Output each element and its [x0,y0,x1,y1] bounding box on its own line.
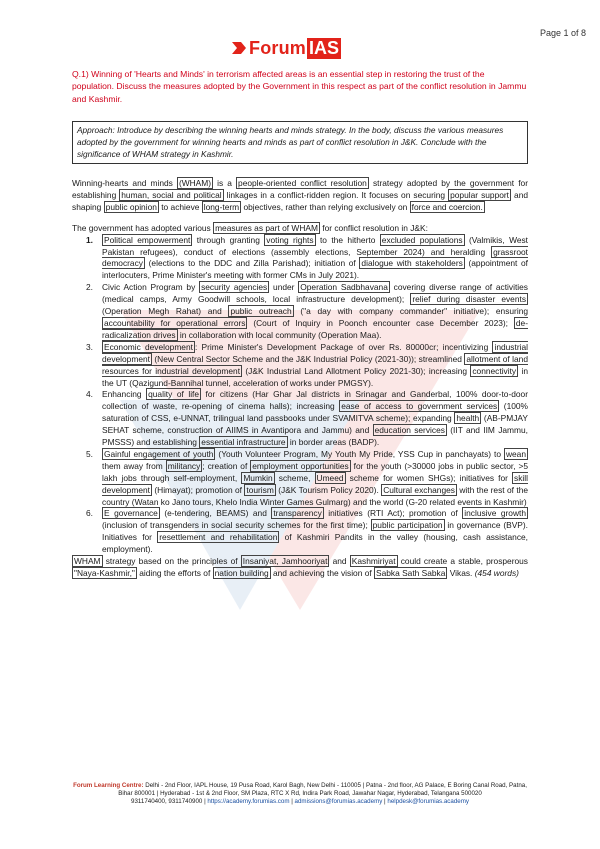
text-span: (Himayat); promotion of [151,484,245,495]
text-span: (inclusion of transgenders in social security schemes for the first time); [102,520,371,531]
keyword: public outreach [230,306,292,317]
keyword: Sabka Sath Sabka [376,568,446,578]
text-span: (e-tendering, BEAMS) and [159,508,272,519]
list-item [72,342,528,390]
list-item [72,389,528,449]
text-span: Vikas. [447,568,475,578]
text-span: The government has adopted various [72,222,214,233]
keyword: public opinion [105,201,157,212]
keyword: inclusive growth [464,508,526,519]
list-number: 6. [86,508,93,519]
keyword: employment opportunities [252,460,349,471]
keyword: skill development [102,472,528,495]
text-span: objectives, rather than relying exclusively on [241,201,410,212]
text-span: (appointment of interlocuters, Prime Minister's meeting with former CMs in July 2021). [102,258,528,281]
list-number: 3. [86,341,93,352]
list-item [72,449,528,509]
text-span: (Operation Megh Rahat) and [102,306,229,317]
keyword: force and coercion. [411,201,483,212]
text-span: to achieve [158,201,202,212]
text-span: strategy based on the principles of [102,556,241,567]
list-number: 4. [86,389,93,400]
text-span: aiding the efforts of [136,568,213,578]
list-number: 1. [86,234,93,245]
keyword: industrial development [102,341,528,364]
text-span: in collaboration with local community (Operation Maa). [177,329,382,340]
keyword: popular support [450,189,509,200]
keyword: grassroot democracy [102,246,528,269]
text-span: through granting [192,234,265,245]
keyword: public participation [372,520,443,531]
text-span: covering diverse range of activities (medical camps, Army Goodwill schools, local infrastructure development); [102,282,528,305]
text-span: of Kashmiri Pandits in the valley (housing, cash assistance, employment). [102,532,528,555]
text-span: (IIT and IIM Jammu, PMSSS) and establishing [102,425,528,448]
keyword: excluded populations [381,234,463,245]
text-span: | [289,798,295,806]
keyword: health [456,413,480,424]
text-span: Winning-hearts and minds [72,178,177,188]
keyword: Cultural exchanges [383,484,455,495]
list-item [72,508,528,556]
text-span: Enhancing [102,389,147,400]
intro-paragraph [72,178,528,214]
keyword: (WHAM) [178,178,212,188]
keyword: measures as part of WHAM [215,222,318,233]
keyword: essential infrastructure [201,437,286,448]
text-span: for citizens (Har Ghar Jal districts in Srinagar and Ganderbal, 100% door-to-door collection of waste, re-opening of cinema halls); increasing [102,389,528,412]
text-span: in the UT (Qazigund-Bannihal tunnel, acceleration of works under PMGSY). [102,365,528,388]
keyword: voting rights [266,234,314,245]
text-span: and shaping [72,189,529,212]
conclusion-paragraph [72,556,528,580]
text-span: under [269,282,299,293]
text-span: ; creation of [202,460,251,471]
text-span: strategy adopted by the government for establishing [72,178,528,200]
text-span: (Court of Inquiry in Poonch encounter case December 2023); [247,317,514,328]
keyword: ease of access to government services [341,401,498,412]
text-span: for the youth (>30000 jobs in public sector, >5 lakh jobs through self-employment, [102,460,529,483]
word-count: (454 words) [474,568,519,578]
text-span: (J&K Industrial Land Allotment Policy 2021-30); increasing [242,365,471,376]
keyword: human, social and political [121,189,222,200]
keyword: militancy [167,460,201,471]
measures-list [72,235,528,556]
keyword: Economic development [104,341,193,352]
footer-helpdesk-email-link[interactable]: helpdesk@forumias.academy [387,798,469,806]
text-span: in border areas (BADP). [287,437,380,448]
question-text: Q.1) Winning of 'Hearts and Minds' in terrorism affected areas is an essential step in restoring the trust of the population. Discuss the measures adopted by the Government in this respect as part of the conflict resolution in Jammu and Kashmir. [72,69,527,104]
list-item [72,282,528,342]
text-span: (AB-PMJAY SEHAT scheme, construction of AIIMS in Avantipora and Jammu) and [102,413,528,436]
keyword: Political empowerment [104,234,191,245]
logo-ias: IAS [309,37,340,58]
text-span: Civic Action Program by [102,282,200,293]
keyword: people-oriented conflict resolution [238,178,367,188]
keyword: connectivity [472,365,517,376]
keyword: dialogue with stakeholders [361,258,463,269]
list-item [72,235,528,283]
text-span: (100% saturation of CSS, e-UNNAT, trilingual land passbooks under SVAMITVA scheme); expanding [102,401,528,424]
text-span: and achieving the vision of [270,568,375,578]
footer-brand: Forum Learning Centre: [73,782,144,789]
keyword: de-radicalization drives [102,317,528,340]
footer-phones: 9311740400, 9311740900 | [131,798,208,806]
keyword: education services [374,425,445,436]
text-span: | [382,798,388,806]
text-span: could create a stable, prosperous [397,556,528,567]
forumias-logo [232,38,341,58]
keyword: quality of life [148,389,200,400]
logo-word: Forum [249,37,306,58]
keyword: WHAM [74,556,101,567]
keyword: nation building [214,568,269,578]
keyword: Insaniyat, Jamhooriyat [242,556,328,567]
text-span: them away from [102,460,166,471]
keyword: long-term [203,201,240,212]
keyword: Kashmiriyat [351,556,396,567]
keyword: accountability for operational errors [104,317,246,328]
answer-body [72,178,528,580]
approach-box: Approach: Introduce by describing the winning hearts and minds strategy. In the body, discuss the various measures adopted by the government for winning hearts and minds as part of conflict resolution in J&K. Conclude with the significance of WHAM strategy in Kashmir. [72,121,528,164]
text-span: (Valmikis, West Pakistan refugees), conduct of elections (assembly elections, September 2024) and heralding [102,234,529,257]
footer-admissions-email-link[interactable]: admissions@forumias.academy [294,798,383,806]
page-footer [72,782,528,807]
footer-addresses: Delhi - 2nd Floor, IAPL House, 19 Pusa Road, Karol Bagh, New Delhi - 110005 | Patna - 2nd floor, AG Palace, E Boring Canal Road, Patna, Bihar 800001 | Hyderabad - 1st & 2nd Floor, SM Plaza, RTC X Rd, Indira Park Road, Jawahar Nagar, Hyderabad, Telangana 500020 [118,782,527,798]
keyword: "Naya-Kashmir," [74,568,135,578]
list-number: 2. [86,282,93,293]
keyword: allotment of land resources for industrial development [102,353,528,376]
keyword: resettlement and rehabilitation [159,532,278,543]
text-span: in governance (BVP). Initiatives for [102,520,529,543]
list-number: 5. [86,448,93,459]
keyword: Mumkin [243,472,273,483]
text-span: (New Central Sector Scheme and the J&K Industrial Policy (2021-30)); streamlined [151,353,465,364]
logo-arrow-icon [232,40,246,56]
keyword: security agencies [201,282,268,293]
text-span: linkages in a conflict-ridden region. It focuses on securing [223,189,449,200]
text-span: ("a day with company commander" initiative); ensuring [293,306,529,317]
text-span: and [329,556,350,567]
text-span: scheme, [274,472,315,483]
text-span: to the hitherto [315,234,380,245]
text-span: initiatives (RTI Act); promotion of [323,508,463,519]
text-span: scheme for women SHGs); initiatives for [345,472,513,483]
keyword: Operation Sadbhavana [300,282,388,293]
text-span: with the rest of the country (Watan ko Jano tours, Khelo India Winter Games Gulmarg) and the world (G-20 related events in Kashmir) [102,484,529,507]
lead-paragraph [72,223,528,235]
text-span: for conflict resolution in J&K: [319,222,428,233]
text-span: (Youth Volunteer Program, My Youth My Pride, YSS Cup in panchayats) to [215,448,504,459]
keyword: E governance [104,508,158,519]
keyword: Gainful engagement of youth [104,448,214,459]
keyword: wean [505,448,526,459]
keyword: tourism [246,484,274,495]
footer-website-link[interactable]: https://academy.forumias.com [207,798,290,806]
page-number: Page 1 of 8 [539,28,586,38]
text-span: is a [213,178,237,188]
text-span: (J&K Tourism Policy 2020). [275,484,382,495]
keyword: Umeed [316,472,344,483]
keyword: transparency [273,508,322,519]
text-span: (elections to the DDC and Zilla Parishad); initiation of [144,258,360,269]
text-span: : Prime Minister's Development Package of over Rs. 80000cr; incentivizing [194,341,493,352]
keyword: relief during disaster events [412,294,527,305]
